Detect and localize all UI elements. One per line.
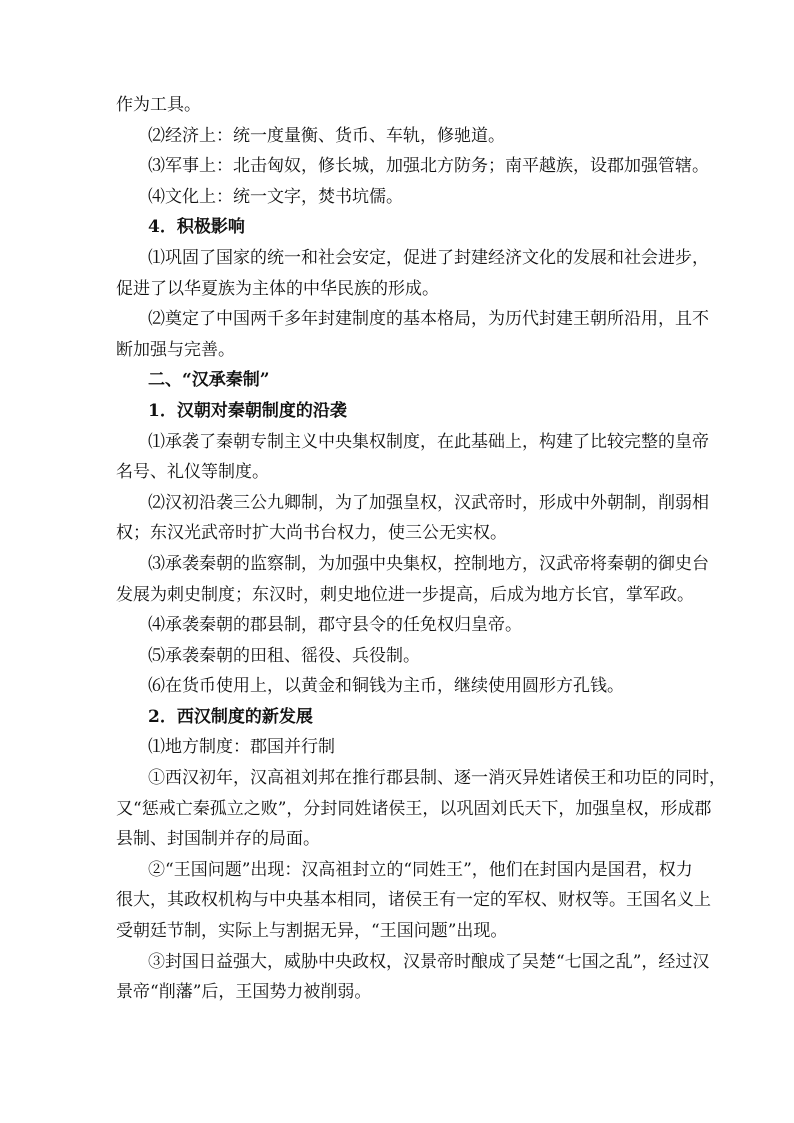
text-line: ⑸承袭秦朝的田租、徭役、兵役制。 bbox=[148, 645, 420, 666]
text-line: ①西汉初年，汉高祖刘邦在推行郡县制、逐一消灭异姓诸侯王和功臣的同时， bbox=[148, 768, 726, 789]
text-line: 作为工具。 bbox=[116, 95, 201, 115]
text-line: ⑴承袭了秦朝专制主义中央集权制度，在此基础上，构建了比较完整的皇帝 bbox=[148, 431, 709, 452]
text-line: 县制、封国制并存的局面。 bbox=[116, 829, 320, 850]
text-line: 断加强与完善。 bbox=[116, 339, 235, 360]
text-line: 发展为刺史制度；东汉时，刺史地位进一步提高，后成为地方长官，掌军政。 bbox=[116, 584, 694, 605]
text-line: 促进了以华夏族为主体的中华民族的形成。 bbox=[116, 278, 439, 299]
text-line: ⑶承袭秦朝的监察制，为加强中央集权，控制地方，汉武帝将秦朝的御史台 bbox=[148, 553, 709, 574]
text-line: ⑶军事上：北击匈奴，修长城，加强北方防务；南平越族，设郡加强管辖。 bbox=[148, 156, 709, 177]
text-line: 又“惩戒亡秦孤立之败”，分封同姓诸侯王，以巩固刘氏天下，加强皇权，形成郡 bbox=[116, 798, 712, 819]
text-line: ⑴巩固了国家的统一和社会安定，促进了封建经济文化的发展和社会进步， bbox=[148, 247, 709, 268]
text-line: ⑵奠定了中国两千多年封建制度的基本格局，为历代封建王朝所沿用，且不 bbox=[148, 309, 709, 330]
text-line: 权；东汉光武帝时扩大尚书台权力，使三公无实权。 bbox=[116, 523, 507, 544]
text-line: 受朝廷节制，实际上与割据无异，“王国问题”出现。 bbox=[116, 921, 508, 942]
section-heading: 2．西汉制度的新发展 bbox=[148, 706, 313, 727]
text-line: 景帝“削藩”后，王国势力被削弱。 bbox=[116, 982, 372, 1003]
section-heading: 二、“汉承秦制” bbox=[148, 370, 270, 391]
text-line: ⑷文化上：统一文字，焚书坑儒。 bbox=[148, 186, 403, 207]
text-line: ⑷承袭秦朝的郡县制，郡守县令的任免权归皇帝。 bbox=[148, 615, 522, 636]
text-line: ③封国日益强大，威胁中央政权，汉景帝时酿成了吴楚“七国之乱”，经过汉 bbox=[148, 951, 710, 972]
text-line: 很大，其政权机构与中央基本相同，诸侯王有一定的军权、财权等。王国名义上 bbox=[116, 890, 711, 911]
text-line: ⑵汉初沿袭三公九卿制，为了加强皇权，汉武帝时，形成中外朝制，削弱相 bbox=[148, 492, 709, 513]
section-heading: 1．汉朝对秦朝制度的沿袭 bbox=[148, 400, 347, 421]
document-page bbox=[116, 90, 726, 1008]
text-line: ⑴地方制度：郡国并行制 bbox=[148, 737, 335, 758]
text-line: ⑹在货币使用上，以黄金和铜钱为主币，继续使用圆形方孔钱。 bbox=[148, 676, 624, 697]
text-line: 名号、礼仪等制度。 bbox=[116, 462, 269, 483]
section-heading: 4．积极影响 bbox=[148, 217, 245, 238]
text-line: ②“王国问题”出现：汉高祖封立的“同姓王”，他们在封国内是国君，权力 bbox=[148, 859, 693, 880]
text-line: ⑵经济上：统一度量衡、货币、车轨，修驰道。 bbox=[148, 125, 505, 146]
